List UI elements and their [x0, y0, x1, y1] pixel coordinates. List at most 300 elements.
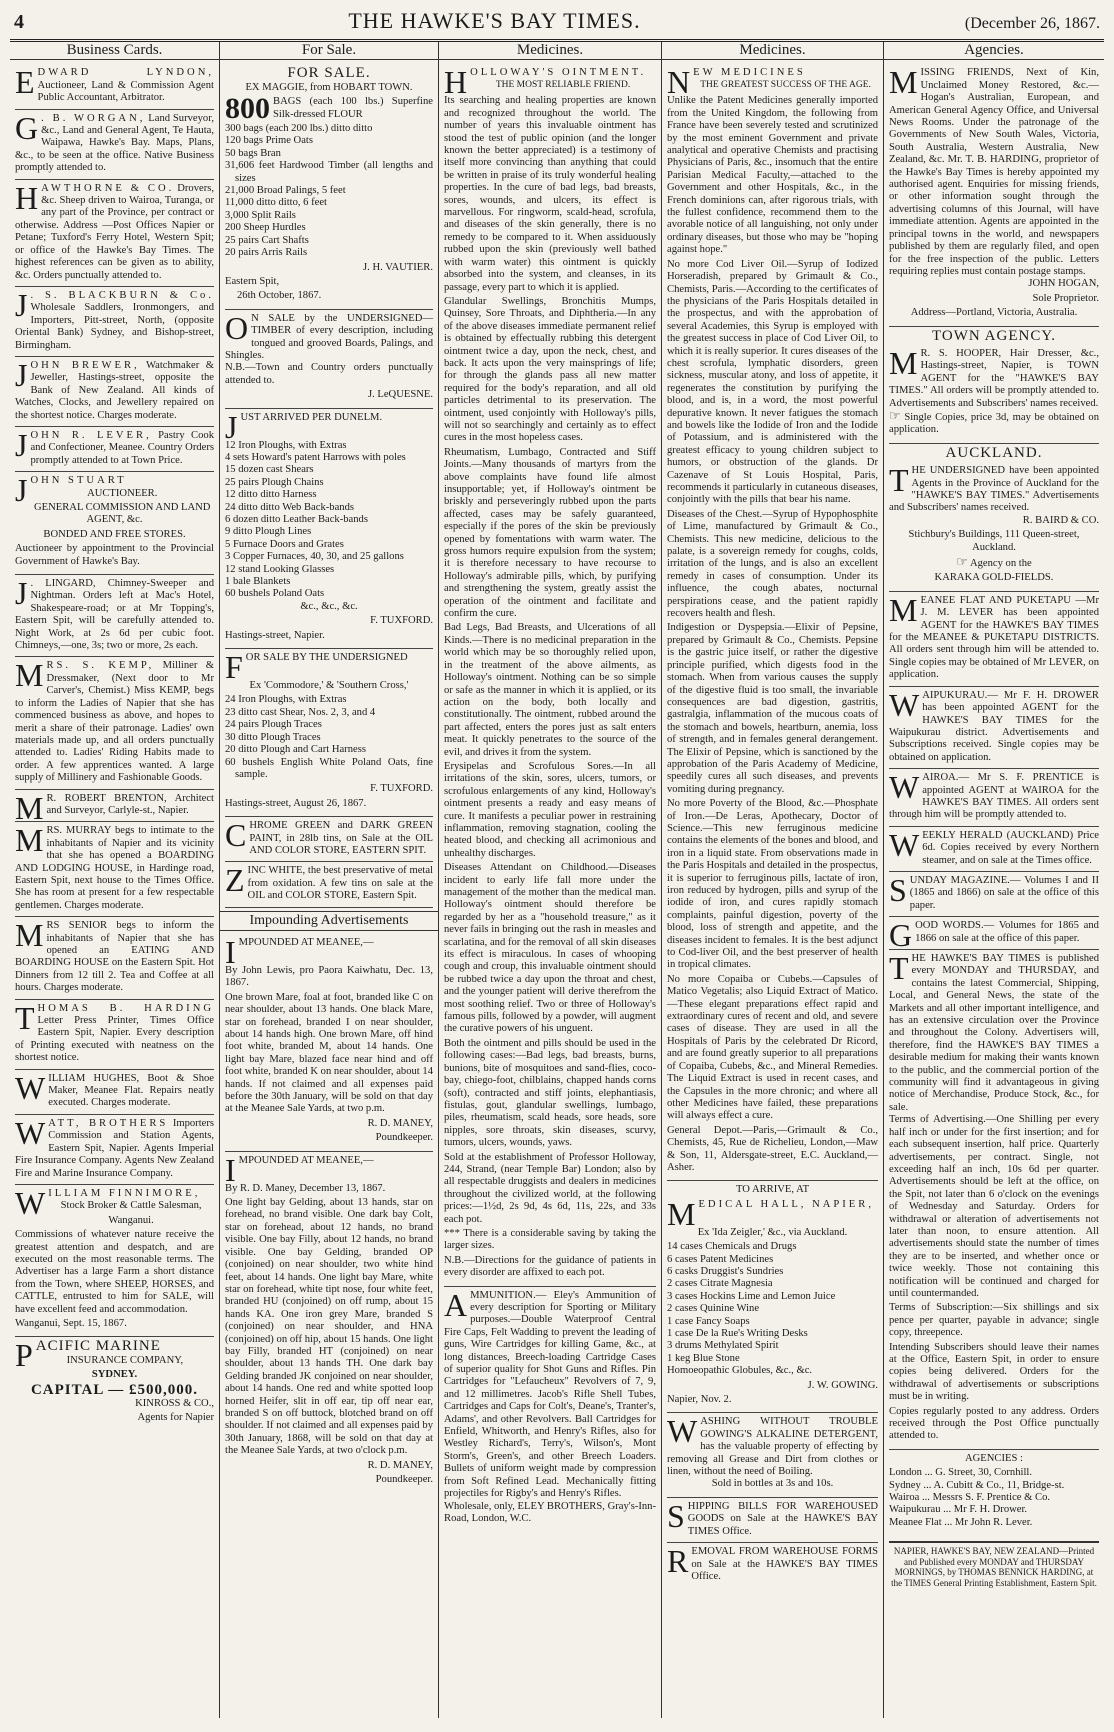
drop-cap: M: [15, 917, 44, 954]
list-item: 20 ditto Plough and Cart Harness: [225, 744, 366, 756]
ad-heading: EMOVAL FROM WAREHOUSE FORMS: [691, 1546, 878, 1558]
ad-heading: . S. BLACKBURN & Co.: [30, 289, 214, 301]
list-item: 24 Iron Ploughs, with Extras: [225, 694, 347, 706]
ad-heading: MMUNITION.—: [470, 1289, 547, 1301]
paragraph: Terms of Advertising.—One Shilling per every half inch or under for the first insertion; and for each subsequent insertion, half price. Quarterly advertisements, per contract. Single, not exceeding half an inch, 10s 6d per quarter. Advertisements should be left at the office, on the Spit, not later than 6 o'clock on the evenings of Wednesday and Saturday. Orders for withdrawal or alteration of advertisements not later than noon, to ensure attention. All advertisements should state the number of times they are to be inserted, and whether once or twice weekly. Those not containing this notification will be continued and charged for until countermanded.: [889, 1114, 1099, 1299]
town-agency-heading: TOWN AGENCY.: [932, 327, 1056, 344]
ad-heading: ASHING WITHOUT TROUBLE: [700, 1416, 878, 1428]
ad-line: Wanganui.: [108, 1214, 154, 1226]
list-item: 50 bags Bran: [225, 147, 281, 159]
ad-heading: OOD WORDS.—: [915, 920, 995, 932]
ad-murray: [15, 822, 214, 917]
ad-washing: [667, 1413, 878, 1497]
drop-cap: W: [667, 1413, 698, 1450]
list-item: 11,000 ditto ditto, 6 feet: [225, 197, 328, 209]
signature: F. TUXFORD.: [370, 783, 433, 795]
signature: Wholesale, only, ELEY BROTHERS, Gray's-Inn-Road, London, W.C.: [444, 1500, 656, 1524]
ad-lequesne: [225, 310, 433, 409]
list-item: 1 case Fancy Soaps: [667, 1315, 750, 1327]
list-item: Homoeopathic Globules, &c., &c.: [667, 1365, 813, 1377]
ad-ammunition: [444, 1287, 656, 1532]
ad-lingard: [15, 575, 214, 657]
ad-heading: INC WHITE,: [247, 865, 306, 877]
paragraph: Both the ointment and pills should be used in the following cases:—Bad legs, bad breasts, burns, bunions, bite of mosquitoes and sand-flies, coco-bay, chiego-foot, chilblains, chapped hands corns (soft), contracted and stiff joints, elephantiasis, fistulas, gout, glandular swellings, lumbago, piles, rheumatism, scald heads, sore heads, sore nipples, sore throats, skin diseases, scurvy, tumors, ulcers, wounds, yaws.: [444, 1037, 656, 1149]
ad-line: SYDNEY.: [91, 1369, 138, 1381]
ad-good-words: [889, 917, 1099, 954]
drop-cap: M: [667, 1195, 696, 1232]
paragraph: No more Cod Liver Oil.—Syrup of Iodized Horseradish, prepared by Grimault & Co., Chemists, Paris.—According to the certificates of the physicians of the Paris Hospitals detailed in the prospectus, and with the approbation of several Academies, this Syrup is employed with the greatest success in place of Cod Liver Oil, to which it is really superior. It cures diseases of the chest scrofula, lymphatic disorders, green sickness, muscular atony, and loss of appetite, it regenerates the constitution by purifying the blood, and is, in a word, the most powerful depurative known. It never fatigues the stomach and bowels like the Iodide of Iron and the Iodide of Potassium, and is administered with the greatest efficacy to young children subject to humors, or obstruction of the glands. Dr Cazenave of St Louis Hospital, Paris, recommends it particularly in cutaneous diseases, conjointly with the pills that bear his name.: [667, 258, 878, 506]
paragraph: Rheumatism, Lumbago, Contracted and Stiff Joints.—Many thousands of martyrs from the above complaints have found life almost insupportable; yet, if Holloway's ointment be briskly and perseveringly rubbed upon the parts affected, cases may be safely guaranteed, especially if the pores of the skin be previously opened by fomentations with warm water. The gross humors require expulsion from the system; it is therefore necessary to have recourse to Holloway's admirable pills, which, by purifying and strengthening the system, greatly assist the operation of the ointment and facilitate and confirm the cure.: [444, 446, 656, 620]
ad-body: in 28lb tins, on Sale at the OIL AND COLOR STORE, EASTERN SPIT.: [249, 832, 433, 856]
list-item: 24 pairs Plough Traces: [225, 719, 322, 731]
drop-cap: Z: [225, 862, 245, 899]
auckland-heading: AUCKLAND.: [945, 444, 1043, 461]
drop-cap: H: [444, 64, 468, 101]
pointing-hand-icon: ☞: [956, 554, 968, 570]
ad-line: TO ARRIVE, AT: [735, 1184, 810, 1196]
ad-body: Mr F. H. DROWER has been appointed AGENT for the HAWKE'S BAY TIMES for the Waipukurau district. Advertisements and Subscriptions received. Single copies may be obtained on application.: [889, 689, 1099, 763]
column-business-cards: [10, 42, 220, 1718]
list-item: 6 dozen ditto Leather Back-bands: [225, 514, 368, 525]
list-item: 20 pairs Arris Rails: [225, 247, 308, 259]
ad-brewer: [15, 357, 214, 427]
drop-cap: A: [444, 1286, 468, 1323]
list-item: &c., &c., &c.: [300, 600, 358, 612]
list-item: 3 cases Hockins Lime and Lemon Juice: [667, 1290, 836, 1302]
item-list: [667, 1241, 878, 1377]
ad-line: Stock Broker & Cattle Salesman,: [60, 1200, 202, 1212]
paragraph: Sold at the establishment of Professor Holloway, 244, Strand, (near Temple Bar) London; also by all respectable druggists and dealers in medicines throughout the civilized world, at the following prices:—1½d, 2s 9d, 4s 6d, 11s, 22s, and 33s each pot.: [444, 1151, 656, 1225]
ad-heading: HE UNDERSIGNED: [911, 465, 1006, 477]
ad-heading: ACIFIC MARINE: [35, 1338, 161, 1355]
ad-body: Auctioneer by appointment to the Provincial Government of Hawke's Bay.: [15, 543, 214, 567]
ad-body: One light bay Gelding, about 13 hands, star on forehead, no brand visible. One dark bay Colt, star on forehead, about 12 hands, no brand visible. One bay Filly, about 12 hands, no brand visible. One bay Gelding, branded OP (conjoined) on near shoulder, two white hind feet, about 14 hands. One light bay Mare, white star on forehead, white tipt nose, four white feet, branded HU (conjoined) on off rump, about 15 hands KA. One iron grey Mare, branded S (conjoined) on near shoulder, and HNA (conjoined) on off hip, about 15 hands. One light bay Filly, branded HT (conjoined) on near shoulder, about 13 hands TH. One dark bay Gelding branded JK conjoined on near shoulder, about 14 hands. One red and white spotted loop horned Heifer, slit in off ear, tip off near ear, branded S on off buttock, blotched brand on off shoulder. If not claimed and all expenses paid by 30th January, 1868, will be sold on that day at the Meanee Sale Yards, at two o'clock p.m.: [225, 1197, 433, 1457]
ad-heading: OHN BREWER,: [30, 359, 140, 371]
drop-cap: T: [15, 999, 35, 1036]
drop-cap: W: [15, 1184, 46, 1221]
ad-meanee-agent: [889, 592, 1099, 687]
ad-subheading: THE GREATEST SUCCESS OF THE AGE.: [700, 79, 871, 90]
list-item: 12 stand Looking Glasses: [225, 563, 335, 575]
ad-line: Ex 'Ida Zeigler,' &c., via Auckland.: [697, 1226, 848, 1238]
ad-heading: N SALE by the UNDERSIGNED—: [251, 312, 433, 324]
ad-line: GENERAL COMMISSION AND LAND AGENT, &c.: [33, 502, 211, 526]
ad-heading: EW MEDICINES: [693, 67, 806, 79]
paragraph: Terms of Subscription:—Six shillings and six pence per quarter, payable in advance; single copy, threepence.: [889, 1302, 1099, 1339]
ad-senior: [15, 917, 214, 999]
ad-finnimore: [15, 1185, 214, 1337]
ad-body: Next of Kin, Unclaimed Money Restored, &c.—Hogan's Australian, European, and American General Agency Office, and Universal News Rooms. Under the patronage of the Governments of New South Wales, Victoria, South Australia, Western Australia, New Zealand, &c. Mr. T. B. HARDING, proprietor of the Hawke's Bay Times is hereby appointed my authorised agent. Enquiries for missing friends, or other information sought through the advertising columns of this Journal, will have immediate attention. Agents are appointed in the principal towns in the world, and newspapers published by them are regularly filed, and open for the free inspection of the public. Letters requiring replies must contain postage stamps.: [889, 67, 1099, 277]
ad-baird: [889, 462, 1099, 592]
ad-removal-forms: [667, 1543, 878, 1587]
drop-cap: W: [15, 1069, 46, 1106]
ad-heading: . B. WORGAN,: [41, 112, 146, 124]
ad-heading: AIROA.—: [922, 772, 969, 784]
drop-cap: J: [225, 408, 238, 445]
columns: [10, 42, 1104, 1718]
paragraph: Diseases Attendant on Childhood.—Diseases incident to early life fall more under the management of the mother than the medical man. Holloway's ointment should therefore be regarded by her as a "household treasure," as it never fails in bringing out the rash in measles and scarlatina, and for the removal of all skin diseases its effect is miraculous. In cases of whooping cough and croup, this invaluable ointment should be rubbed twice a day upon the throat and chest, and the younger patient will derive therefrom the most soothing relief. Two or three of Holloway's famous pills, followed by a powder, will augment the curative powers of his unguent.: [444, 862, 656, 1035]
drop-cap: M: [15, 789, 44, 826]
ad-wairoa-agent: [889, 769, 1099, 827]
ad-body: Letter Press Printer, Times Office Eastern Spit, Napier. Every description of Printing executed with neatness on the shortest notice.: [15, 1015, 214, 1064]
paragraph: *** There is a considerable saving by taking the larger sizes.: [444, 1227, 656, 1252]
drop-cap: J: [15, 426, 28, 463]
list-item: 5 Furnace Doors and Grates: [225, 538, 344, 550]
list-item: 4 sets Howard's patent Harrows with poles: [225, 451, 406, 463]
ad-heading: HROME GREEN and DARK GREEN PAINT,: [249, 820, 433, 844]
issue-date: (December 26, 1867.: [964, 15, 1100, 32]
list-item: 30 ditto Plough Traces: [225, 731, 321, 743]
ad-date: Wanganui, Sept. 15, 1867.: [15, 1317, 127, 1329]
ad-heading: OLLOWAY'S OINTMENT.: [470, 67, 647, 79]
ad-body: Auctioneer, Land & Commission Agent Public Accountant, Arbitrator.: [37, 79, 214, 104]
signature-role: Sole Proprietor.: [1032, 292, 1099, 304]
signature: R. D. MANEY,: [367, 1117, 433, 1129]
drop-cap: I: [225, 1151, 236, 1188]
ad-harding: [15, 1000, 214, 1070]
ad-chrome-green: [225, 817, 433, 862]
ad-line: EX MAGGIE, from HOBART TOWN.: [245, 81, 413, 93]
list-item: 1 case De la Rue's Writing Desks: [667, 1328, 808, 1339]
ad-heading: RS SENIOR: [46, 920, 108, 932]
drop-cap: I: [225, 933, 236, 970]
ad-heading: HOMAS B. HARDING: [37, 1002, 214, 1014]
list-item: 3 drums Methylated Spirit: [667, 1340, 779, 1352]
paragraph: Diseases of the Chest.—Syrup of Hypophosphite of Lime, manufactured by Grimault & Co., Chemists. This new medicine, delicious to the palate, is a sovereign remedy for coughs, colds, irritation of the lungs, and is also an excellent remedy in cases of consumption. Under its influence, the cough abates, nocturnal perspirations cease, and the patient rapidly recovers health and flesh.: [667, 508, 878, 620]
ad-body: Architect and Surveyor, Carlyle-st., Napier.: [46, 792, 214, 816]
ad-heading: OHN R. LEVER,: [30, 429, 152, 441]
list-item: 31,606 feet Hardwood Timber (all lengths and sizes: [225, 160, 433, 184]
ad-heading: EEKLY HERALD (AUCKLAND): [922, 829, 1074, 841]
drop-cap: R: [667, 1543, 689, 1580]
list-item: Waipukurau ... Mr F. H. Drower.: [889, 1504, 1028, 1516]
ad-worgan: [15, 110, 214, 180]
pointing-hand-icon: ☞: [889, 407, 901, 423]
drop-cap: F: [225, 649, 243, 686]
ad-heading: EDICAL HALL, NAPIER,: [698, 1198, 874, 1210]
drop-cap: M: [15, 822, 44, 859]
drop-cap: C: [225, 817, 247, 854]
ad-date: Napier, Nov. 2.: [667, 1394, 732, 1406]
list-item: 25 pairs Cart Shafts: [225, 234, 309, 246]
ad-body: Eley's Ammunition of every description for Sporting or Military purposes.—Double Waterproof Central Fire Caps, Felt Wadding to prevent the leading of guns, Wire Cartridges for killing Game, &c., at long distances, Breech-loading Cartridge Cases of superior quality for Shot Guns and Rifles. Pin Cartridges for "Lefaucheux" Revolvers of 7, 9, and 12 millimetres. Jacob's Rifle Shell Tubes, Cartridges and Caps for Colt's, Deane's, Tranter's, Adams', and other Revolvers. Ball Cartridges for Enfield, Whitworth, and Henry's Rifles, also for Westley Richard's, Terry's, Wilson's, Mont Storm's, Green's, and other Breech Loaders. Bullets of uniform weight made by compression from Soft Refined Lead. Mechanically fitting projectiles for Rigby's and Henry's Rifles.: [444, 1289, 656, 1500]
ad-date: Hastings-street, August 26, 1867.: [225, 797, 367, 809]
ad-body: Land Surveyor, &c., Land and General Agent, Te Hauta, Waipawa, Hawke's Bay. Maps, Plans, &c., to be seen at the office. Native Business promptly attended to.: [15, 112, 214, 174]
paragraph: Unlike the Patent Medicines generally imported from the United Kingdom, the following from France have been severely tested and scrutinized by the most eminent Government and private analytical and operative Chemists and practising Physicians of Paris, &c., insomuch that the entire Parisian Medical Faculty,—attached to the Government and other Hospitals, &c., in the French dominions can, after rigorous trials, with the fullest confidence, recommend them to the avorable notice of all languishing, not only under ordinary diseases, but those who may be "hoping against hope.": [667, 95, 878, 256]
ad-vautier: [225, 64, 433, 309]
ad-body: Milliner & Dressmaker, (Next door to Mr Carver's, Chemist.) Miss KEMP, begs to inform the Ladies of Napier that she has commenced business as above, and hopes to merit a share of their patronage. Ladies' own materials made up, and all orders punctually attended to. Ladies' Riding Habits made to order. A few apprentices wanted. A large supply of Millinery and Fashionable Goods.: [15, 660, 214, 784]
ad-body: Mr S. F. PRENTICE is appointed AGENT at WAIROA for the HAWKE'S BAY TIMES. All orders sent through him will be promptly attended to.: [889, 772, 1099, 821]
drop-cap: G: [889, 917, 913, 954]
column-header: For Sale.: [220, 42, 438, 60]
signature: J. W. GOWING.: [807, 1379, 878, 1391]
drop-cap: G: [15, 109, 39, 146]
printer-imprint: NAPIER, HAWKE'S BAY, NEW ZEALAND—Printed and Published every MONDAY and THURSDAY MORNINGS, by THOMAS BENNICK HARDING, at the TIMES General Printing Establishment, Eastern Spit.: [889, 1541, 1099, 1588]
ad-heading: UST ARRIVED PER DUNELM.: [240, 411, 383, 423]
ad-body: Volumes for 1865 and 1866 on sale at the office of this paper.: [915, 920, 1099, 944]
column-medicines-1: [439, 42, 662, 1718]
ad-line: By R. D. Maney, December 13, 1867.: [225, 1182, 386, 1194]
list-item: 6 casks Druggist's Sundries: [667, 1265, 784, 1277]
paragraph: Intending Subscribers should leave their names at the Office, Eastern Spit, in order to ensure copies being delivered. Orders for the withdrawal of advertisements or subscriptions must be in writing.: [889, 1341, 1099, 1403]
ad-address: Address—Portland, Victoria, Australia.: [910, 307, 1078, 319]
ad-body: Hair Dresser, &c., Hastings-street, Napier, is TOWN AGENT for the "HAWKE'S BAY TIMES." All orders will be promptly attended to. Advertisements and Subscribers' names received.: [889, 347, 1099, 409]
ad-body: Volumes I and II (1865 and 1866) on sale at the office of this paper.: [909, 874, 1099, 911]
ad-heading: HE HAWKE'S BAY TIMES: [911, 953, 1041, 964]
column-header: Agencies.: [884, 42, 1104, 60]
list-item: 2 cases Quinine Wine: [667, 1303, 760, 1315]
list-item: 60 bushels Poland Oats: [225, 588, 325, 600]
list-item: 6 cases Patent Medicines: [667, 1253, 774, 1265]
list-item: 14 cases Chemicals and Drugs: [667, 1241, 797, 1253]
list-item: 60 bushels English White Poland Oats, fine sample.: [225, 756, 433, 780]
list-item: 9 ditto Plough Lines: [225, 526, 312, 538]
ad-line: By John Lewis, pro Paora Kaiwhatu, Dec. 13, 1867.: [225, 964, 433, 989]
ad-body: GOWING'S ALKALINE DETERGENT, has the valuable property of effecting by removing all Grease and Dirt from clothes or linen, without the need of Boiling.: [667, 1428, 878, 1478]
signature-role: Poundkeeper.: [375, 1132, 433, 1144]
drop-cap: T: [889, 950, 909, 986]
list-item: London ... G. Street, 30, Cornhill.: [889, 1467, 1033, 1479]
drop-cap: M: [15, 657, 44, 694]
ad-missing-friends: [889, 64, 1099, 326]
signature: F. TUXFORD.: [370, 615, 433, 627]
ad-body: have been appointed Agents in the Province of Auckland for the "HAWKE'S BAY TIMES." Advertisements and Subscribers' names received.: [889, 465, 1099, 514]
list-item: 12 ditto ditto Harness: [225, 489, 317, 501]
ad-body: Orders left at Mac's Hotel, Shakespeare-road; or at Mr Topping's, Eastern Spit, will be carefully attended to. Night Work, at 2s 6d per cubic foot. Chimneys,—one, 3s; two or more, 2s each.: [15, 590, 214, 652]
page-number: 4: [14, 11, 24, 33]
column-header: Medicines.: [662, 42, 883, 60]
ad-heading: HIPPING BILLS FOR WAREHOUSED GOODS: [687, 1500, 878, 1525]
ad-address: Stichbury's Buildings, 111 Queen-street, Auckland.: [908, 529, 1080, 553]
ad-brenton: [15, 789, 214, 826]
item-list: [889, 1467, 1099, 1529]
ad-heading: ILLIAM FINNIMORE,: [48, 1187, 201, 1199]
ad-heading: DWARD LYNDON,: [37, 67, 214, 79]
ad-heading: MPOUNDED AT MEANEE,—: [238, 936, 374, 948]
list-item: 24 ditto ditto Web Back-bands: [225, 501, 355, 513]
paragraph: No more Poverty of the Blood, &c.—Phosphate of Iron.—De Leras, Apothecary, Doctor of Science.—This new ferruginous medicine contains the elements of the bones and blood, and iron in a liquid state. From observations made in the Paris Hospitals and detailed in the prospectus, it is superior to ferruginous pills, lactate of iron, iron reduced by hydrogen, pills and syrup of the iodide of iron, and cures rapidly stomach complaints, painful digestion, poverty of the blood, loss of strength and appetite, and the diseases incident to females. It is the best adjunct to Cod-liver Oil, and the best preserver of health in tropical climates.: [667, 798, 878, 971]
ad-new-medicines: [667, 64, 878, 1181]
ad-heading: ISSING FRIENDS,: [920, 67, 1014, 79]
drop-cap: W: [889, 826, 920, 863]
ad-subheading: THE MOST RELIABLE FRIEND.: [495, 79, 631, 90]
signature: J. H. VAUTIER.: [363, 261, 433, 273]
paragraph: Copies regularly posted to any address. Orders received through the Post Office punctually attended to.: [889, 1405, 1099, 1442]
paragraph: Glandular Swellings, Bronchitis Mumps, Quinsey, Sore Throats, and Diphtheria.—In any of the above diseases immediate permanent relief is obtained by effectually rubbing this detergent ointment twice a day, upon the neck, chest, and back. It acts upon the very mainsprings of life; for through the glands pass all new matter required for the body's reparation, and all old particles detrimental to its preservation. The ointment, used conjointly with Holloway's pills, will not so searchingly and certainly as to effect cures in the most hopeless cases.: [444, 295, 656, 444]
column-for-sale: [220, 42, 439, 1718]
paragraph: Bad Legs, Bad Breasts, and Ulcerations of all Kinds.—There is no medicinal preparation in the world which may be so thoroughly relied upon, in the treatment of the above ailments, as Holloway's ointment. Nothing can be so simple or safe as the manner in which it is applied, or its action on the body, both locally and constitutionally. The ointment, rubbed around the part affected, enters the pores just as salt enters meat. It quickly penetrates to the source of the evil, and drives it from the system.: [444, 622, 656, 758]
ad-body: is published every MONDAY and THURSDAY, and contains the latest Commercial, Shipping, Local, and General News, the state of the Markets and all other important intelligence, and has an extensive circulation over the Province and throughout the Colony. Advertisers will, therefore, find the HAWKE'S BAY TIMES a desirable medium for making their wants known to the public, and the commercial portion of the community will find it advantageous in giving notice of Merchandise, Produce Stock, &c., for sale.: [889, 953, 1099, 1113]
ad-impounded-1: [225, 934, 433, 1152]
ad-place: Hastings-street, Napier.: [225, 629, 325, 641]
paragraph: General Depot.—Paris,—Grimault & Co., Chemists, 45, Rue de Richelieu, London,—Maw & Son, 11, Aldersgate-street, E.C. Auckland,—Asher.: [667, 1124, 878, 1173]
ad-body: on Sale at the HAWKE'S BAY TIMES Office.: [687, 1513, 878, 1537]
ad-heading: EANEE FLAT AND PUKETAPU: [920, 594, 1071, 606]
ad-impounded-2: [225, 1152, 433, 1493]
item-list: [225, 440, 433, 614]
drop-cap: S: [889, 871, 907, 908]
paragraph: No more Copaiba or Cubebs.—Capsules of Matico Vegetalis; also Liquid Extract of Matico.—These elegant preparations effect rapid and extraordinary cures of recent and old, and severe cases of disease. They are used in all the Hospitals of Paris by the celebrated Dr Ricord, and are found greatly superior to all preparations of Copaiba, Cubebs, &c., and Mineral Remedies. The Liquid Extract is used in recent cases, and the Capsules in the more chronic; and where all other Medicines have failed, these preparations will always effect a cure.: [667, 973, 878, 1122]
masthead: [10, 6, 1104, 42]
list-item: Meanee Flat ... Mr John R. Lever.: [889, 1516, 1033, 1528]
drop-cap: O: [225, 309, 249, 346]
ad-stuart: [15, 472, 214, 575]
ad-shipping-bills: [667, 1498, 878, 1543]
ad-blackburn: [15, 287, 214, 357]
ad-place: Eastern Spit,: [225, 275, 280, 287]
signature: J. LeQUESNE.: [367, 389, 433, 401]
drop-cap: P: [15, 1337, 33, 1374]
drop-cap: E: [15, 64, 35, 101]
drop-cap: T: [889, 462, 909, 499]
drop-cap: H: [15, 179, 39, 216]
column-header: Medicines.: [439, 42, 661, 60]
newspaper-page: [10, 6, 1104, 1718]
big-number: 800: [225, 92, 270, 126]
ad-hughes: [15, 1070, 214, 1115]
ad-note: Agency on the: [969, 558, 1032, 570]
ad-line: AUCTIONEER.: [87, 487, 158, 499]
agencies-title: AGENCIES :: [965, 1452, 1023, 1464]
ad-holloway: [444, 64, 656, 1286]
ad-body: Drovers, &c. Sheep driven to Wairoa, Turanga, or any part of the Province, per contract or otherwise. Address —Post Offices Napier or Petane; Tuxford's Ferry Hotel, Western Spit; or office of the Hawke's Bay Times. The highest references can be given as to ability, &c. Orders punctually attended to.: [15, 182, 214, 281]
paragraph: N.B.—Directions for the guidance of patients in every disorder are affixed to each pot.: [444, 1254, 656, 1279]
list-item: 12 Iron Ploughs, with Extras: [225, 439, 347, 451]
paragraph: Its searching and healing properties are known and recognized throughout the world. The number of years this invaluable ointment has stood the test of public opinion (and the longer known the better appreciated) is a testimony of itself more convincing than anything that could be written in praise of its truly wonderful healing properties. In the cure of bad legs, bad breasts, sores, wounds, and ulcers, its effect is marvellous. For ringworm, scald-head, scrofula, and diseases of the skin generally, there is no remedy to be compared to it. When assiduously rubbed upon the skin (previously well bathed with warm water) this ointment is quickly absorbed into the system, and cleanses, in its passage, every part to which it is applied.: [444, 95, 656, 293]
ad-watt: [15, 1115, 214, 1185]
list-item: Wairoa ... Messrs S. F. Prentice & Co.: [889, 1492, 1051, 1504]
ad-heading: FOR SALE.: [287, 65, 371, 82]
drop-cap: W: [15, 1114, 46, 1151]
ad-line: BAGS (each 100 lbs.) Superfine Silk-dressed FLOUR: [273, 96, 433, 120]
drop-cap: W: [889, 769, 920, 806]
list-item: 1 bale Blankets: [225, 576, 291, 588]
agencies-list: [889, 1450, 1099, 1535]
ad-body: Pastry Cook and Confectioner, Meanee. Country Orders promptly attended to at Town Price.: [30, 429, 214, 466]
ad-body: Price 6d. Copies received by every Northern steamer, and on sale at the Times office.: [922, 829, 1100, 866]
ad-medical-hall: [667, 1181, 878, 1413]
list-item: 120 bags Prime Oats: [225, 135, 313, 147]
column-header: Business Cards.: [10, 42, 219, 60]
ad-hawthorne: [15, 180, 214, 287]
ad-lyndon: [15, 64, 214, 109]
ad-line: BONDED AND FREE STORES.: [43, 528, 186, 540]
list-item: 21,000 Broad Palings, 5 feet: [225, 185, 346, 197]
ad-body: —Mr J. M. LEVER has been appointed AGENT for the HAWKE'S BAY TIMES for the MEANEE & PUKETAPU DISTRICTS. All orders sent through him will be attended to. Single copies may be obtained of Mr LEVER, on application.: [889, 594, 1099, 681]
ad-weekly-herald: [889, 827, 1099, 872]
ad-note: Sold in bottles at 3s and 10s.: [711, 1478, 834, 1490]
ad-tuxford-commodore: [225, 649, 433, 817]
ad-body: Wholesale Saddlers, Ironmongers, and Importers, Pitt-street, North, (opposite Oriental Bank) Sydney, and Bishop-street, Birmingham.: [15, 302, 214, 351]
list-item: 23 ditto cast Shear, Nos. 2, 3, and 4: [225, 706, 376, 718]
ad-body: One brown Mare, foal at foot, branded like C on near shoulder, about 13 hands. One black Mare, star on forehead, branded I on near shoulder, about 14 hands high. One brown Mare, off hind foot white, branded M, about 14 hands. One light bay Mare, blazed face near hind and off foot white, branded K on near shoulder, about 14 hands. If not claimed and all expenses paid before the 30th January, will be sold on that day at the Meanee Sale Yards, at two p.m.: [225, 991, 433, 1115]
list-item: 300 bags (each 200 lbs.) ditto ditto: [225, 123, 373, 135]
drop-cap: J: [15, 575, 28, 612]
drop-cap: M: [889, 344, 918, 381]
ad-heading: AIPUKURAU.—: [922, 689, 998, 701]
list-item: 1 keg Blue Stone: [667, 1352, 740, 1364]
list-item: 15 dozen cast Shears: [225, 464, 314, 476]
ad-hooper: [889, 345, 1099, 444]
ad-body: TIMBER of every description, including tongued and grooved Boards, Palings, and Shingles.: [225, 325, 433, 361]
ad-body: Meanee Flat. Repairs neatly executed. Charges moderate.: [48, 1085, 215, 1109]
ad-heading: AWTHORNE & CO.: [41, 182, 175, 194]
ad-body: on Sale at the HAWKE'S BAY TIMES Office.: [691, 1558, 878, 1582]
ad-body: the best preservative of metal from oxidation. A few tins on sale at the OIL and COLOR STORE, Eastern Spit.: [247, 865, 433, 902]
column-agencies: [884, 42, 1104, 1718]
ad-body: begs to inform the inhabitants of Napier that she has opened an EATING AND BOARDING HOUSE on the Eastern Spit. Hot Dinners from 12 till 2. Tea and Coffee at all hours. Charges moderate.: [15, 920, 214, 994]
ad-heading: OR SALE BY THE UNDERSIGNED: [245, 652, 408, 664]
drop-cap: W: [889, 686, 920, 723]
capital-amount: CAPITAL — £500,000.: [30, 1381, 199, 1398]
signature: R. BAIRD & CO.: [1022, 514, 1099, 526]
ad-body: Watchmaker & Jeweller, Hastings-street, opposite the Bank of New Zealand. All kinds of Watches, Clocks, and Jewellery repaired on the shortest notice. Charges moderate.: [15, 359, 214, 421]
ad-heading: ILLIAM HUGHES, Boot & Shoe Maker,: [48, 1072, 214, 1097]
ad-hawkes-bay-times: [889, 950, 1099, 1450]
paragraph: Indigestion or Dyspepsia.—Elixir of Pepsine, prepared by Grimault & Co., Chemists. Pepsine is the gastric juice itself, or rather the digestive principle purified, which digests food in the stomach. When from various causes the supply of the digestive fluid is too small, the invariable consequences are bad digestion, gastritis, gastralgia, inflammation of the mucous coats of the stomach and bowels, heartburn, anemia, loss of strength, and in females general derangement. The Elixir of Pepsine, which is sanctioned by the approbation of the Paris Academy of Medicine, speedily cures all such diseases, and prevents vomiting during pregnancy.: [667, 622, 878, 795]
drop-cap: S: [667, 1497, 685, 1534]
list-item: 3,000 Split Rails: [225, 209, 296, 221]
ad-sunday-magazine: [889, 872, 1099, 917]
ad-body: begs to intimate to the inhabitants of Napier and its vicinity that she has opened a BOARDING AND LODGING HOUSE, in Hardinge road, Eastern Spit, next house to the Times Office. She has room at present for a few respectable gentlemen. Charges moderate.: [15, 825, 214, 911]
signature: KINROSS & CO.,: [135, 1398, 214, 1409]
ad-heading: UNDAY MAGAZINE.—: [909, 874, 1021, 886]
newspaper-title: THE HAWKE'S BAY TIMES.: [348, 8, 641, 33]
ad-heading: R. S. HOOPER,: [920, 347, 1002, 359]
item-list: [225, 694, 433, 781]
list-item: 200 Sheep Hurdles: [225, 222, 306, 234]
signature: R. D. MANEY,: [367, 1459, 433, 1471]
signature: JOHN HOGAN,: [1028, 278, 1099, 290]
ad-kemp: [15, 657, 214, 789]
ad-zinc-white: [225, 862, 433, 907]
impounding-header: Impounding Advertisements: [220, 911, 438, 931]
signature-role: Poundkeeper.: [375, 1474, 433, 1485]
ad-body: Importers Commission and Station Agents, Eastern Spit, Napier. Agents Imperial Fire Insurance Company. Agents New Zealand Fire and Marine Insurance Company.: [15, 1117, 214, 1179]
drop-cap: J: [15, 286, 28, 323]
item-list: [225, 123, 433, 259]
list-item: 2 cases Citrate Magnesia: [667, 1278, 773, 1290]
ad-line: INSURANCE COMPANY,: [66, 1354, 184, 1366]
ad-heading: RS. S. KEMP,: [46, 660, 155, 672]
ad-heading: RS. MURRAY: [46, 825, 112, 837]
drop-cap: J: [15, 356, 28, 393]
ad-heading: ATT, BROTHERS: [48, 1117, 169, 1129]
ad-line: KARAKA GOLD-FIELDS.: [934, 572, 1054, 584]
drop-cap: N: [667, 64, 691, 101]
drop-cap: M: [889, 64, 918, 101]
ad-tuxford-dunelm: [225, 409, 433, 650]
ad-line: Ex 'Commodore,' & 'Southern Cross,': [249, 680, 409, 692]
ad-pacific: [15, 1337, 214, 1430]
ad-lever: [15, 427, 214, 472]
ad-note: N.B.—Town and Country orders punctually attended to.: [225, 362, 433, 386]
drop-cap: M: [889, 591, 918, 628]
ad-note: Single Copies, price 3d, may be obtained on application.: [889, 411, 1099, 436]
ad-waipukurau-agent: [889, 687, 1099, 769]
ad-body: Commissions of whatever nature receive the greatest attention and despatch, and are executed on the most reasonable terms. The Advertiser has a large Farm a short distance from the Town, where SHEEP, HORSES, and CATTLE, entrusted to him for SALE, will have excellent feed and accommodation.: [15, 1229, 214, 1315]
drop-cap: J: [15, 472, 28, 509]
ad-heading: . LINGARD, Chimney-Sweeper and Nightman.: [30, 578, 214, 602]
list-item: 25 pairs Plough Chains: [225, 476, 324, 488]
ad-heading: MPOUNDED AT MEANEE,—: [238, 1154, 374, 1166]
signature-role: Agents for Napier: [137, 1412, 214, 1424]
ad-heading: OHN STUART: [30, 475, 127, 487]
ad-heading: R. ROBERT BRENTON,: [46, 792, 167, 804]
list-item: Sydney ... A. Cubitt & Co., 11, Bridge-st.: [889, 1479, 1065, 1491]
column-medicines-2: [662, 42, 884, 1718]
list-item: 3 Copper Furnaces, 40, 30, and 25 gallons: [225, 551, 404, 563]
